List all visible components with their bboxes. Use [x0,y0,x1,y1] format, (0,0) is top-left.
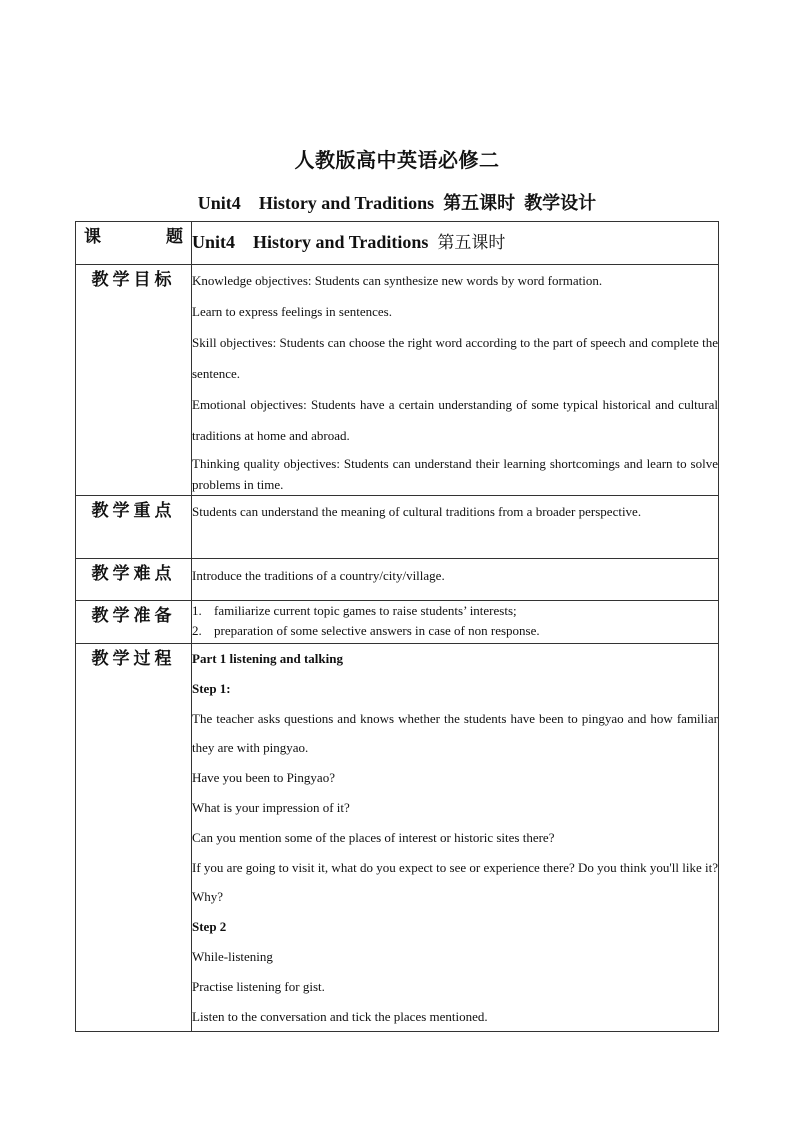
label-key-points: 教学重点 [76,496,192,559]
row-key-points [76,496,719,559]
list-item-text: familiarize current topic games to raise students’ interests; [214,603,517,618]
key-points-text: Students can understand the meaning of cultural traditions from a broader perspective. [192,504,642,519]
process-question-4: If you are going to visit it, what do you expect to see or experience there? Do you think you'll like it? Why? [192,859,718,905]
process-question-3: Can you mention some of the places of interest or historic sites there? [192,829,555,845]
knowledge-objective-cont: Learn to express feelings in sentences. [192,304,392,319]
row-objectives [76,265,719,496]
topic-cell [192,222,719,265]
preparation-cell [192,601,719,644]
process-gist: Practise listening for gist. [192,978,325,994]
process-intro: The teacher asks questions and knows whether the students have been to pingyao and how familiar they are with pingyao. [192,710,718,756]
difficulties-cell [192,559,719,601]
process-step1: Step 1: [192,680,231,696]
topic-name: History and Traditions [253,232,429,252]
process-tick: Listen to the conversation and tick the places mentioned. [192,1008,488,1024]
topic-lesson: 第五课时 [437,233,506,253]
label-difficulties: 教学难点 [76,559,192,601]
list-item-number: 1. [192,603,202,618]
process-cell [192,644,719,1032]
label-preparation: 教学准备 [76,601,192,644]
process-part1: Part 1 listening and talking [192,651,343,666]
objectives-cell [192,265,719,496]
label-objectives: 教学目标 [76,265,192,496]
subtitle-unit: Unit4 [197,193,241,213]
difficulties-text: Introduce the traditions of a country/city/village. [192,568,445,583]
key-points-cell [192,496,719,559]
list-item-text: preparation of some selective answers in case of non response. [214,623,540,638]
lesson-plan-table [75,221,719,1032]
thinking-objective: Thinking quality objectives: Students can understand their learning shortcomings and learn to solve problems in time. [192,456,718,492]
subtitle-name: History and Traditions [258,193,435,213]
subtitle-type: 教学设计 [524,193,597,213]
subtitle-lesson: 第五课时 [443,193,516,213]
document-title: 人教版高中英语必修二 [294,148,500,172]
list-item [192,621,718,641]
knowledge-objective: Knowledge objectives: Students can synthesize new words by word formation. [192,273,603,288]
skill-objective: Skill objectives: Students can choose the right word according to the part of speech and complete the sentence. [192,335,718,381]
topic-text [192,222,718,264]
row-process [76,644,719,1032]
row-difficulties [76,559,719,601]
document-subtitle [0,189,794,215]
process-step2: Step 2 [192,919,227,935]
list-item [192,601,718,621]
process-while-listening: While-listening [192,948,273,964]
emotional-objective: Emotional objectives: Students have a certain understanding of some typical historical and cultural traditions at home and abroad. [192,397,718,443]
row-topic [76,222,719,265]
preparation-list [192,601,718,641]
process-question-1: Have you been to Pingyao? [192,770,335,786]
process-question-2: What is your impression of it? [192,799,350,815]
list-item-number: 2. [192,623,202,638]
row-preparation [76,601,719,644]
label-process: 教学过程 [76,644,192,1032]
label-topic: 课 题 [76,222,192,265]
topic-unit: Unit4 [192,232,236,252]
